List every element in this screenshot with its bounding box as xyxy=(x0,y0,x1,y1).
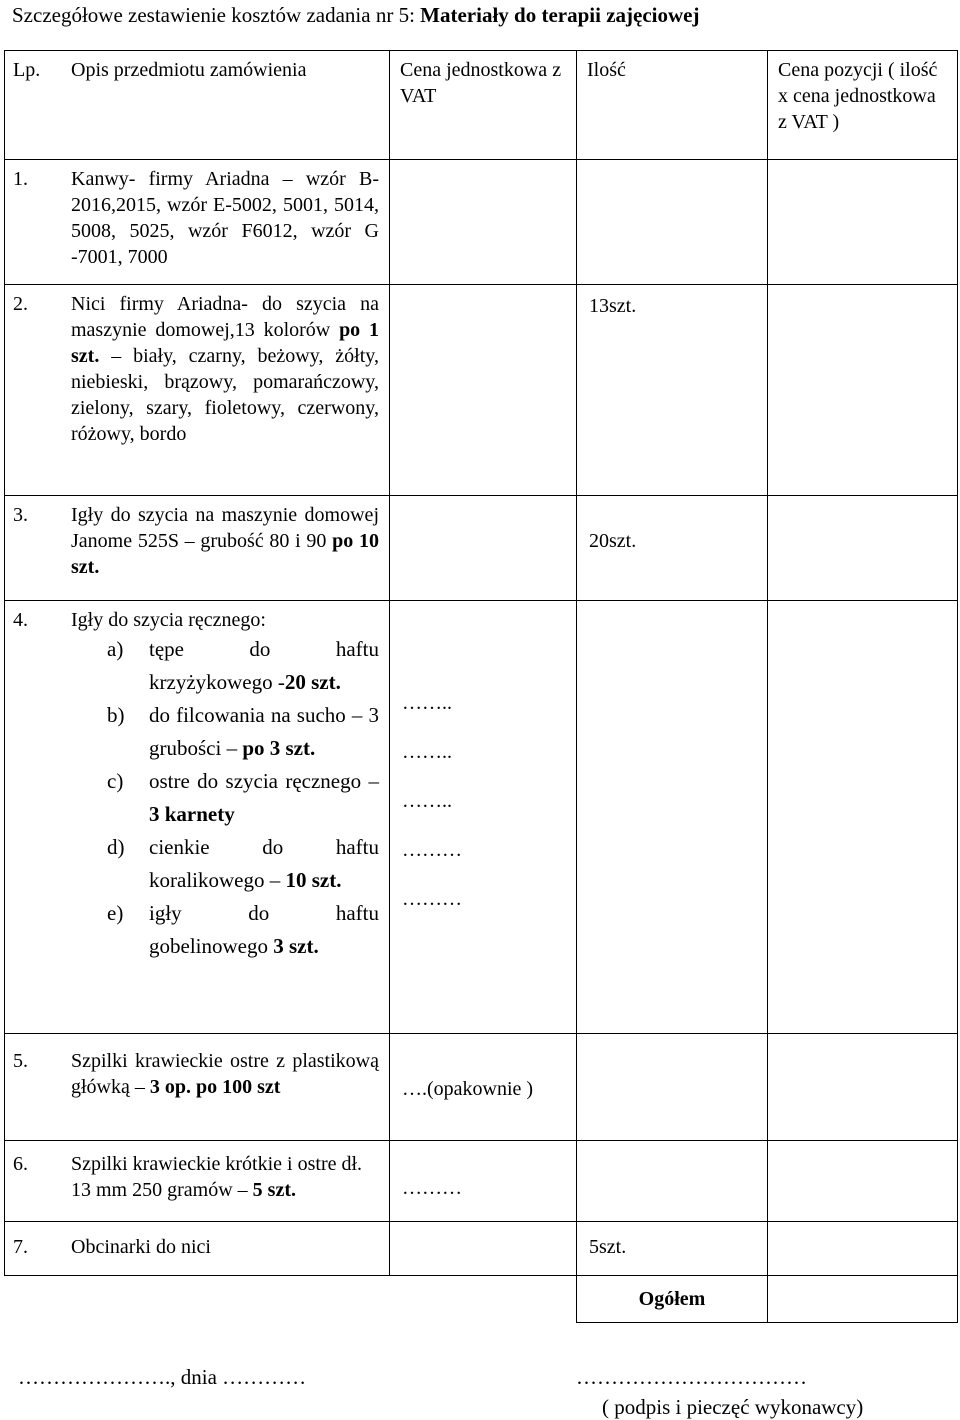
signature-caption: ( podpis i pieczęć wykonawcy) xyxy=(602,1395,864,1419)
row-number: 2. xyxy=(13,293,28,315)
total-label-cell xyxy=(577,1276,768,1323)
signature-line: …………………………… xyxy=(576,1365,807,1389)
row-number: 6. xyxy=(13,1153,28,1175)
row-number: 7. xyxy=(13,1236,28,1258)
item-price-cell[interactable] xyxy=(768,1222,958,1276)
quantity-value xyxy=(577,160,767,168)
heading-title: Materiały do terapii zajęciowej xyxy=(420,3,700,27)
unit-price-cell[interactable] xyxy=(390,601,577,1034)
cost-table xyxy=(4,50,958,1323)
desc-bold-part: po 1 szt. xyxy=(71,319,379,367)
list-item xyxy=(107,831,379,897)
row-description xyxy=(71,1151,379,1203)
quantity-cell[interactable] xyxy=(577,160,768,285)
quantity-value: 5szt. xyxy=(589,1236,627,1258)
header-description-cell xyxy=(5,51,390,160)
header-lp: Lp. xyxy=(13,59,41,81)
total-spacer xyxy=(390,1276,577,1323)
unit-price-cell[interactable] xyxy=(390,160,577,285)
list-item xyxy=(107,633,379,699)
heading-prefix: Szczegółowe zestawienie kosztów zadania nr 5: xyxy=(12,3,421,27)
item-letter: a) xyxy=(107,637,124,661)
item-bold: 20 szt. xyxy=(284,670,341,694)
desc-part: Szpilki krawieckie ostre z plastikową główką – xyxy=(71,1050,379,1098)
list-item xyxy=(107,897,379,963)
item-text: do filcowania na sucho – 3 grubości – xyxy=(149,703,379,760)
unit-price-value: ……… xyxy=(402,1177,462,1199)
table-row xyxy=(5,496,958,601)
desc-part: Szpilki krawieckie krótkie i ostre dł. 13 mm 250 gramów – xyxy=(71,1153,363,1201)
table-row xyxy=(5,160,958,285)
total-spacer xyxy=(5,1276,390,1323)
item-bold: 3 karnety xyxy=(149,802,235,826)
header-quantity-cell xyxy=(577,51,768,160)
item-letter: e) xyxy=(107,901,124,925)
item-price-cell[interactable] xyxy=(768,496,958,601)
item-text: cienkie do haftu koralikowego – xyxy=(149,835,379,892)
description-cell xyxy=(5,1141,390,1222)
item-bold: 10 szt. xyxy=(285,868,342,892)
row-description: Kanwy- firmy Ariadna – wzór B-2016,2015, wzór E-5002, 5001, 5014, 5008, 5025, wzór F6012, wzór G -7001, 7000 xyxy=(71,168,379,268)
total-label: Ogółem xyxy=(638,1288,706,1310)
quantity-cell[interactable] xyxy=(577,1034,768,1141)
description-cell xyxy=(5,496,390,601)
row-number: 4. xyxy=(13,609,28,631)
item-price-cell[interactable] xyxy=(768,601,958,1034)
item-price-cell[interactable] xyxy=(768,1034,958,1141)
header-item-price-cell xyxy=(768,51,958,160)
row-description xyxy=(71,502,379,580)
unit-price-cell[interactable] xyxy=(390,1141,577,1222)
unit-price-cell[interactable] xyxy=(390,1222,577,1276)
row-number: 3. xyxy=(13,504,28,526)
dots-placeholder: …….. xyxy=(402,741,452,763)
row-description: Obcinarki do nici xyxy=(71,1236,211,1258)
unit-price-cell[interactable] xyxy=(390,285,577,496)
header-unit-price-cell xyxy=(390,51,577,160)
row-number: 1. xyxy=(13,168,28,190)
unit-price-cell[interactable] xyxy=(390,496,577,601)
desc-bold-part: 3 op. po 100 szt xyxy=(149,1076,281,1098)
desc-bold-part: 5 szt. xyxy=(252,1179,296,1201)
table-row xyxy=(5,1222,958,1276)
item-price-cell[interactable] xyxy=(768,1141,958,1222)
row-description: Igły do szycia ręcznego: xyxy=(71,609,266,631)
desc-part: Igły do szycia na maszynie domowej Janome 525S – grubość 80 i 90 xyxy=(71,504,379,552)
header-quantity: Ilość xyxy=(587,59,626,81)
item-letter: d) xyxy=(107,835,125,859)
header-description: Opis przedmiotu zamówienia xyxy=(71,59,307,81)
quantity-value: 20szt. xyxy=(589,530,637,552)
quantity-cell[interactable] xyxy=(577,285,768,496)
item-price-cell[interactable] xyxy=(768,285,958,496)
row-description xyxy=(71,291,379,447)
quantity-cell[interactable] xyxy=(577,601,768,1034)
needle-sub-list xyxy=(107,633,379,963)
table-row xyxy=(5,1034,958,1141)
desc-part: Nici firmy Ariadna- do szycia na maszynie domowej,13 kolorów xyxy=(71,293,379,341)
dots-placeholder: …….. xyxy=(402,790,452,812)
desc-bold-part: po 10 szt. xyxy=(71,530,380,578)
description-cell xyxy=(5,601,390,1034)
description-cell xyxy=(5,160,390,285)
description-cell xyxy=(5,1034,390,1141)
document-heading xyxy=(12,2,699,28)
quantity-cell[interactable] xyxy=(577,1141,768,1222)
total-value-cell[interactable] xyxy=(768,1276,958,1323)
item-text: tępe do haftu krzyżykowego - xyxy=(149,637,379,694)
total-row xyxy=(5,1276,958,1323)
dots-placeholder: …….. xyxy=(402,692,452,714)
place-date-line: …………………., dnia ………… xyxy=(18,1365,307,1389)
quantity-value: 13szt. xyxy=(589,295,637,317)
table-row xyxy=(5,601,958,1034)
unit-price-value: ….(opakownie ) xyxy=(402,1078,534,1100)
table-header-row xyxy=(5,51,958,160)
header-unit-price: Cena jednostkowa z VAT xyxy=(400,59,562,107)
description-cell xyxy=(5,285,390,496)
quantity-cell[interactable] xyxy=(577,1222,768,1276)
item-bold: 3 szt. xyxy=(273,934,319,958)
item-price-cell[interactable] xyxy=(768,160,958,285)
quantity-cell[interactable] xyxy=(577,496,768,601)
item-bold: po 3 szt. xyxy=(242,736,316,760)
row-number: 5. xyxy=(13,1050,28,1072)
row-description xyxy=(71,1048,379,1100)
item-text: igły do haftu gobelinowego xyxy=(149,901,379,958)
list-item xyxy=(107,699,379,765)
description-cell xyxy=(5,1222,390,1276)
item-text: ostre do szycia ręcznego – xyxy=(149,769,379,793)
header-item-price: Cena pozycji ( ilość x cena jednostkowa z VAT ) xyxy=(778,59,938,133)
unit-price-cell[interactable] xyxy=(390,1034,577,1141)
list-item xyxy=(107,765,379,831)
dots-placeholder: ……… xyxy=(402,888,462,910)
item-letter: c) xyxy=(107,769,124,793)
table-row xyxy=(5,1141,958,1222)
item-letter: b) xyxy=(107,703,125,727)
table-row xyxy=(5,285,958,496)
unit-price-dots xyxy=(390,601,576,932)
desc-part: – biały, czarny, beżowy, żółty, niebieski, brązowy, pomarańczowy, zielony, szary, fioletowy, czerwony, różowy, bordo xyxy=(71,345,379,445)
dots-placeholder: ……… xyxy=(402,839,462,861)
